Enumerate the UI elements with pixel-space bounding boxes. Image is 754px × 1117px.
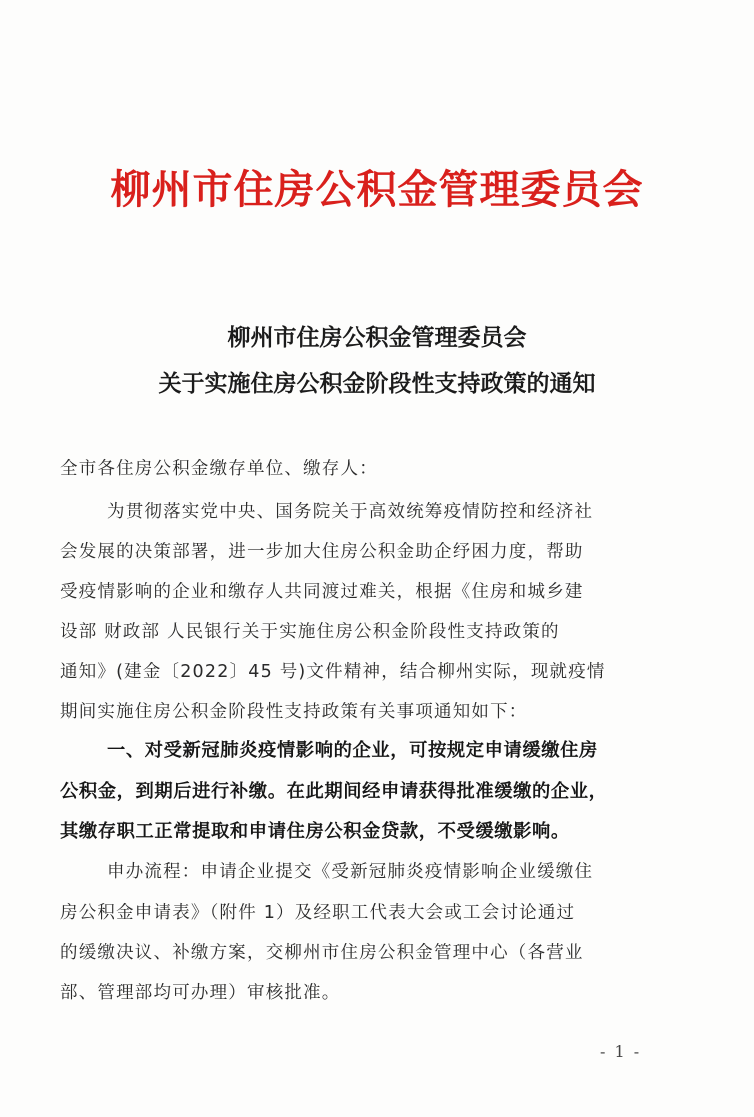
procedure-line: 的缓缴决议、补缴方案，交柳州市住房公积金管理中心（各营业 [60,943,584,963]
paragraph-line: 会发展的决策部署，进一步加大住房公积金助企纾困力度，帮助 [60,542,584,562]
item-1-line: 公积金，到期后进行补缴。在此期间经申请获得批准缓缴的企业， [60,781,608,802]
procedure-line: 部、管理部均可办理）审核批准。 [60,983,341,1003]
page-number: - 1 - [600,1042,642,1061]
document-title-line-2: 关于实施住房公积金阶段性支持政策的通知 [158,370,596,397]
paragraph-line: 设部 财政部 人民银行关于实施住房公积金阶段性支持政策的 [60,622,560,642]
paragraph-line: 通知》(建金〔2022〕45 号)文件精神，结合柳州实际，现就疫情 [60,662,606,682]
paragraph-line: 受疫情影响的企业和缴存人共同渡过难关，根据《住房和城乡建 [60,582,584,602]
item-1-line: 一、对受新冠肺炎疫情影响的企业，可按规定申请缓缴住房 [107,740,598,761]
addressee-line: 全市各住房公积金缴存单位、缴存人： [60,459,378,479]
document-title-line-1: 柳州市住房公积金管理委员会 [227,324,527,351]
procedure-line: 申办流程：申请企业提交《受新冠肺炎疫情影响企业缓缴住 [107,862,594,882]
procedure-line: 房公积金申请表》（附件 1）及经职工代表大会或工会讨论通过 [60,903,576,923]
org-red-header: 柳州市住房公积金管理委员会 [110,166,644,213]
paragraph-line: 期间实施住房公积金阶段性支持政策有关事项通知如下： [60,702,528,722]
paragraph-line: 为贯彻落实党中央、国务院关于高效统筹疫情防控和经济社 [107,502,594,522]
item-1-line: 其缴存职工正常提取和申请住房公积金贷款，不受缓缴影响。 [60,821,570,842]
